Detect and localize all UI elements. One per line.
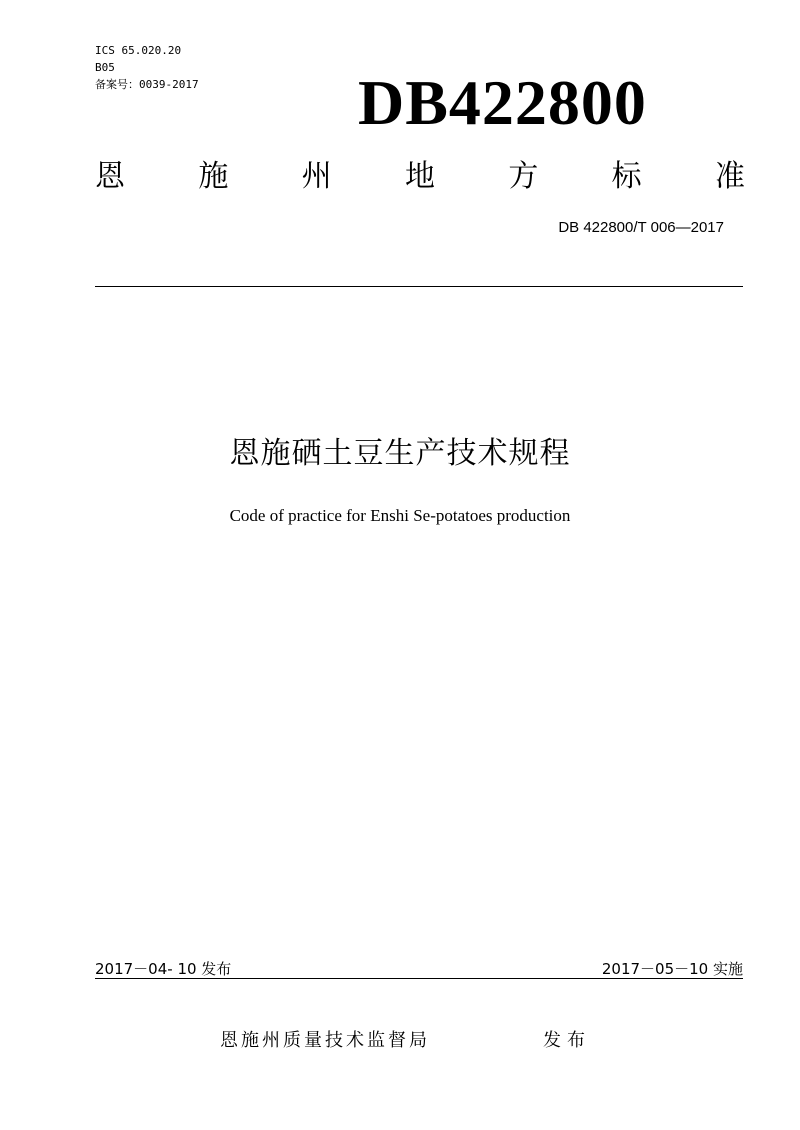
standard-type-char: 地 [404,159,435,194]
publish-label: 发布 [543,1030,591,1051]
standard-type-char: 州 [301,159,332,194]
implementation-date: 2017－05－10 实施 [601,960,743,978]
standard-type-char: 恩 [95,159,125,194]
classification-code: B05 [95,61,115,74]
ics-code: ICS 65.020.20 [95,44,182,57]
footer-divider [95,978,743,979]
record-number: 备案号：0039-2017 [95,78,199,91]
issue-date: 2017－04- 10 发布 [95,960,232,978]
standard-type-char: 施 [198,159,229,194]
standard-type-char: 标 [611,159,642,194]
standard-code: DB422800 [358,67,647,138]
standard-type-char: 准 [714,159,745,194]
standard-type-char: 方 [508,159,539,194]
standard-type-heading [95,158,745,196]
document-title-zh: 恩施硒土豆生产技术规程 [229,436,571,471]
standard-number: DB 422800/T 006—2017 [558,219,724,236]
issuing-authority: 恩施州质量技术监督局 [220,1030,430,1051]
header-divider [95,286,743,287]
document-title-en: Code of practice for Enshi Se-potatoes production [229,506,571,525]
